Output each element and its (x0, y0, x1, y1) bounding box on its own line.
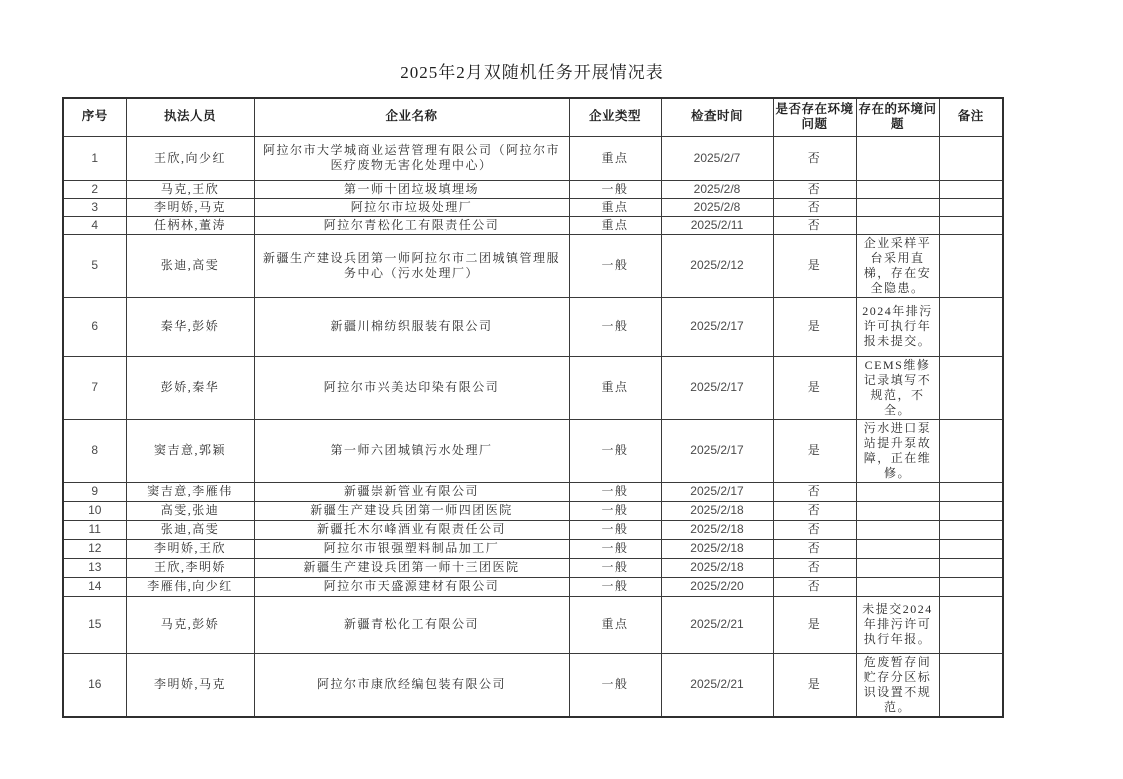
table-row (63, 653, 1003, 717)
column-header: 存在的环境问题 (856, 98, 939, 136)
seq-cell: 11 (63, 520, 126, 539)
has-issue-cell: 否 (773, 501, 856, 520)
date-cell: 2025/2/18 (661, 501, 773, 520)
note-cell (939, 653, 1003, 717)
has-issue-cell: 是 (773, 297, 856, 356)
table-row (63, 180, 1003, 198)
date-cell: 2025/2/7 (661, 136, 773, 180)
note-cell (939, 520, 1003, 539)
date-cell: 2025/2/12 (661, 234, 773, 297)
company-cell: 新疆青松化工有限公司 (254, 596, 569, 653)
seq-cell: 5 (63, 234, 126, 297)
type-cell: 一般 (569, 419, 661, 482)
seq-cell: 15 (63, 596, 126, 653)
note-cell (939, 297, 1003, 356)
table-row (63, 234, 1003, 297)
officers-cell: 窦吉意,郭颖 (126, 419, 254, 482)
type-cell: 一般 (569, 558, 661, 577)
date-cell: 2025/2/17 (661, 419, 773, 482)
company-cell: 阿拉尔青松化工有限责任公司 (254, 216, 569, 234)
has-issue-cell: 否 (773, 558, 856, 577)
type-cell: 一般 (569, 539, 661, 558)
issue-cell (856, 539, 939, 558)
officers-cell: 李明娇,王欣 (126, 539, 254, 558)
issue-cell (856, 558, 939, 577)
company-cell: 阿拉尔市银强塑料制品加工厂 (254, 539, 569, 558)
note-cell (939, 136, 1003, 180)
seq-cell: 6 (63, 297, 126, 356)
has-issue-cell: 否 (773, 482, 856, 501)
type-cell: 一般 (569, 520, 661, 539)
seq-cell: 8 (63, 419, 126, 482)
column-header: 是否存在环境问题 (773, 98, 856, 136)
date-cell: 2025/2/17 (661, 297, 773, 356)
type-cell: 一般 (569, 482, 661, 501)
officers-cell: 马克,王欣 (126, 180, 254, 198)
table-row (63, 501, 1003, 520)
date-cell: 2025/2/18 (661, 539, 773, 558)
company-cell: 新疆生产建设兵团第一师阿拉尔市二团城镇管理服务中心（污水处理厂） (254, 234, 569, 297)
table-row (63, 356, 1003, 419)
issue-cell (856, 198, 939, 216)
company-cell: 阿拉尔市兴美达印染有限公司 (254, 356, 569, 419)
issue-cell (856, 180, 939, 198)
table-row (63, 577, 1003, 596)
table-row (63, 297, 1003, 356)
note-cell (939, 419, 1003, 482)
officers-cell: 秦华,彭娇 (126, 297, 254, 356)
has-issue-cell: 否 (773, 136, 856, 180)
officers-cell: 李明娇,马克 (126, 198, 254, 216)
seq-cell: 9 (63, 482, 126, 501)
company-cell: 新疆托木尔峰酒业有限责任公司 (254, 520, 569, 539)
note-cell (939, 539, 1003, 558)
type-cell: 一般 (569, 297, 661, 356)
seq-cell: 16 (63, 653, 126, 717)
table-row (63, 419, 1003, 482)
officers-cell: 彭娇,秦华 (126, 356, 254, 419)
has-issue-cell: 是 (773, 653, 856, 717)
company-cell: 新疆生产建设兵团第一师十三团医院 (254, 558, 569, 577)
issue-cell (856, 520, 939, 539)
company-cell: 阿拉尔市大学城商业运营管理有限公司（阿拉尔市医疗废物无害化处理中心） (254, 136, 569, 180)
column-header: 备注 (939, 98, 1003, 136)
has-issue-cell: 否 (773, 520, 856, 539)
type-cell: 一般 (569, 234, 661, 297)
seq-cell: 13 (63, 558, 126, 577)
type-cell: 一般 (569, 653, 661, 717)
company-cell: 新疆崇新管业有限公司 (254, 482, 569, 501)
officers-cell: 高雯,张迪 (126, 501, 254, 520)
date-cell: 2025/2/8 (661, 180, 773, 198)
column-header: 企业名称 (254, 98, 569, 136)
table-row (63, 482, 1003, 501)
issue-cell (856, 577, 939, 596)
type-cell: 重点 (569, 136, 661, 180)
column-header: 企业类型 (569, 98, 661, 136)
type-cell: 重点 (569, 198, 661, 216)
table-row (63, 198, 1003, 216)
column-header: 检查时间 (661, 98, 773, 136)
type-cell: 一般 (569, 180, 661, 198)
has-issue-cell: 否 (773, 216, 856, 234)
note-cell (939, 596, 1003, 653)
type-cell: 一般 (569, 501, 661, 520)
issue-cell (856, 501, 939, 520)
issue-cell: 危废暂存间贮存分区标识设置不规范。 (856, 653, 939, 717)
date-cell: 2025/2/11 (661, 216, 773, 234)
company-cell: 阿拉尔市康欣经编包装有限公司 (254, 653, 569, 717)
note-cell (939, 234, 1003, 297)
spreadsheet-area (62, 58, 1002, 718)
table-body (63, 136, 1003, 717)
note-cell (939, 577, 1003, 596)
has-issue-cell: 是 (773, 356, 856, 419)
column-header: 序号 (63, 98, 126, 136)
page-title: 2025年2月双随机任务开展情况表 (400, 63, 664, 82)
company-cell: 第一师六团城镇污水处理厂 (254, 419, 569, 482)
date-cell: 2025/2/17 (661, 482, 773, 501)
seq-cell: 12 (63, 539, 126, 558)
seq-cell: 7 (63, 356, 126, 419)
issue-cell: 2024年排污许可执行年报未提交。 (856, 297, 939, 356)
date-cell: 2025/2/8 (661, 198, 773, 216)
type-cell: 重点 (569, 216, 661, 234)
note-cell (939, 216, 1003, 234)
officers-cell: 李明娇,马克 (126, 653, 254, 717)
seq-cell: 4 (63, 216, 126, 234)
date-cell: 2025/2/18 (661, 558, 773, 577)
issue-cell (856, 216, 939, 234)
table-row (63, 558, 1003, 577)
note-cell (939, 482, 1003, 501)
officers-cell: 张迪,高雯 (126, 520, 254, 539)
issue-cell: 污水进口泵站提升泵故障，正在维修。 (856, 419, 939, 482)
issue-cell: CEMS维修记录填写不规范，不全。 (856, 356, 939, 419)
seq-cell: 14 (63, 577, 126, 596)
has-issue-cell: 否 (773, 198, 856, 216)
table-row (63, 520, 1003, 539)
has-issue-cell: 是 (773, 596, 856, 653)
table-row (63, 596, 1003, 653)
issue-cell (856, 482, 939, 501)
officers-cell: 马克,彭娇 (126, 596, 254, 653)
seq-cell: 10 (63, 501, 126, 520)
type-cell: 重点 (569, 596, 661, 653)
note-cell (939, 180, 1003, 198)
officers-cell: 张迪,高雯 (126, 234, 254, 297)
table-header-row (63, 98, 1003, 136)
has-issue-cell: 是 (773, 419, 856, 482)
seq-cell: 1 (63, 136, 126, 180)
has-issue-cell: 是 (773, 234, 856, 297)
company-cell: 新疆生产建设兵团第一师四团医院 (254, 501, 569, 520)
date-cell: 2025/2/18 (661, 520, 773, 539)
date-cell: 2025/2/20 (661, 577, 773, 596)
table-row (63, 136, 1003, 180)
issue-cell (856, 136, 939, 180)
note-cell (939, 356, 1003, 419)
inspection-table (62, 97, 1004, 718)
table-row (63, 539, 1003, 558)
column-header: 执法人员 (126, 98, 254, 136)
officers-cell: 任柄林,董涛 (126, 216, 254, 234)
note-cell (939, 558, 1003, 577)
officers-cell: 王欣,向少红 (126, 136, 254, 180)
officers-cell: 李雁伟,向少红 (126, 577, 254, 596)
company-cell: 阿拉尔市天盛源建材有限公司 (254, 577, 569, 596)
note-cell (939, 198, 1003, 216)
has-issue-cell: 否 (773, 539, 856, 558)
note-cell (939, 501, 1003, 520)
table-row (63, 216, 1003, 234)
issue-cell: 未提交2024年排污许可执行年报。 (856, 596, 939, 653)
type-cell: 重点 (569, 356, 661, 419)
has-issue-cell: 否 (773, 180, 856, 198)
company-cell: 第一师十团垃圾填埋场 (254, 180, 569, 198)
issue-cell: 企业采样平台采用直梯，存在安全隐患。 (856, 234, 939, 297)
has-issue-cell: 否 (773, 577, 856, 596)
seq-cell: 3 (63, 198, 126, 216)
company-cell: 阿拉尔市垃圾处理厂 (254, 198, 569, 216)
seq-cell: 2 (63, 180, 126, 198)
officers-cell: 窦吉意,李雁伟 (126, 482, 254, 501)
officers-cell: 王欣,李明娇 (126, 558, 254, 577)
company-cell: 新疆川棉纺织服装有限公司 (254, 297, 569, 356)
date-cell: 2025/2/21 (661, 596, 773, 653)
type-cell: 一般 (569, 577, 661, 596)
date-cell: 2025/2/21 (661, 653, 773, 717)
date-cell: 2025/2/17 (661, 356, 773, 419)
